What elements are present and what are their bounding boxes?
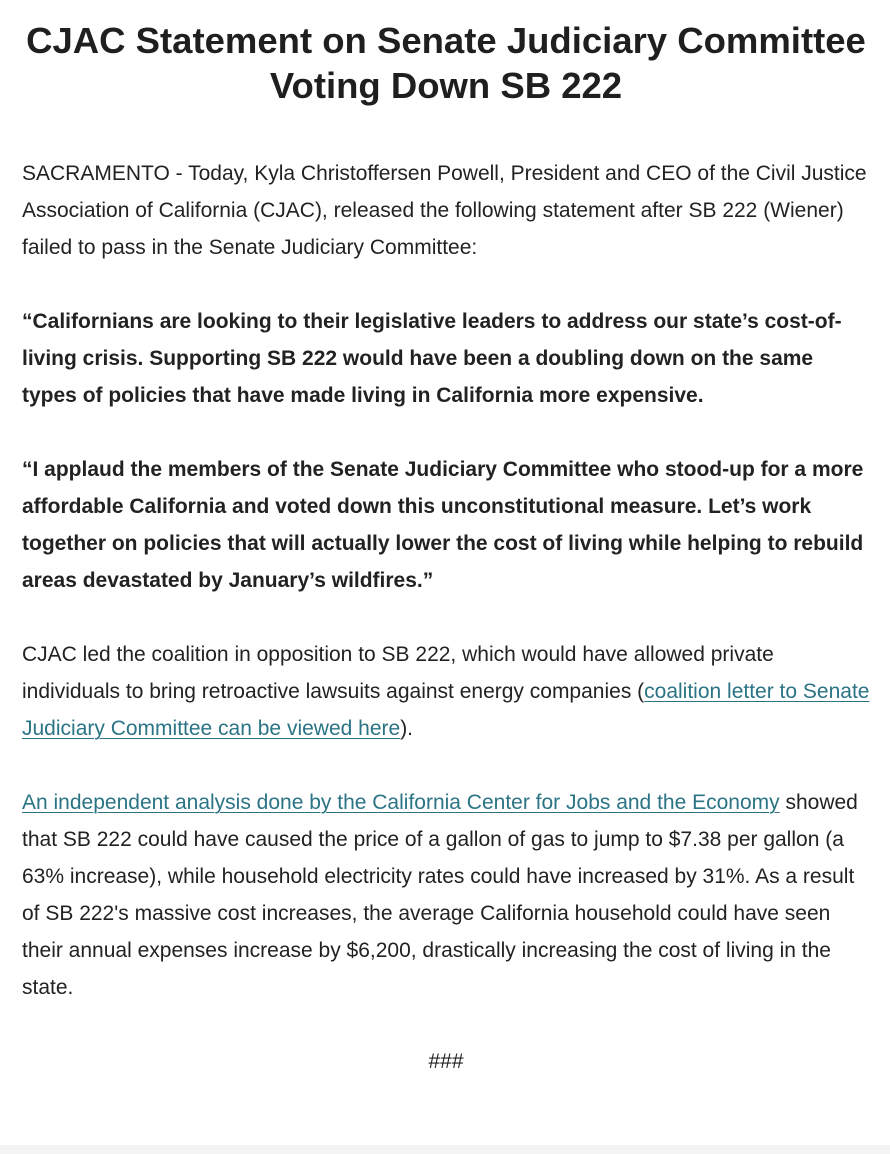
intro-paragraph: SACRAMENTO - Today, Kyla Christoffersen Powell, President and CEO of the Civil Justice Association of California (CJAC), released the following statement after SB 222 (Wiener) failed to pass in the Senate Judiciary Committee: xyxy=(22,162,867,259)
coalition-text-end: ). xyxy=(400,717,414,740)
analysis-paragraph xyxy=(22,784,870,1006)
bottom-band xyxy=(0,1145,890,1154)
coalition-letter-link[interactable]: coalition letter to Senate Judiciary Committee can be viewed here xyxy=(22,680,870,740)
analysis-link[interactable]: An independent analysis done by the California Center for Jobs and the Economy xyxy=(22,791,780,814)
analysis-text: showed that SB 222 could have caused the price of a gallon of gas to jump to $7.38 per gallon (a 63% increase), while household electricity rates could have increased by 31%. As a result of SB 222's massive cost increases, the average California household could have seen their annual expenses increase by $6,200, drastically increasing the cost of living in the state. xyxy=(22,791,858,999)
quote-paragraph-1: “Californians are looking to their legislative leaders to address our state’s cost-of-living crisis. Supporting SB 222 would have been a doubling down on the same types of policies that have made living in California more expensive. xyxy=(22,310,842,407)
press-release xyxy=(22,18,870,1080)
page-title: CJAC Statement on Senate Judiciary Committee Voting Down SB 222 xyxy=(26,20,866,106)
coalition-paragraph xyxy=(22,636,870,747)
quote-paragraph-2: “I applaud the members of the Senate Judiciary Committee who stood-up for a more affordable California and voted down this unconstitutional measure. Let’s work together on policies that will actually lower the cost of living while helping to rebuild areas devastated by January’s wildfires.” xyxy=(22,458,864,592)
end-mark: ### xyxy=(428,1050,464,1073)
coalition-text: CJAC led the coalition in opposition to SB 222, which would have allowed private individuals to bring retroactive lawsuits against energy companies ( xyxy=(22,643,774,703)
